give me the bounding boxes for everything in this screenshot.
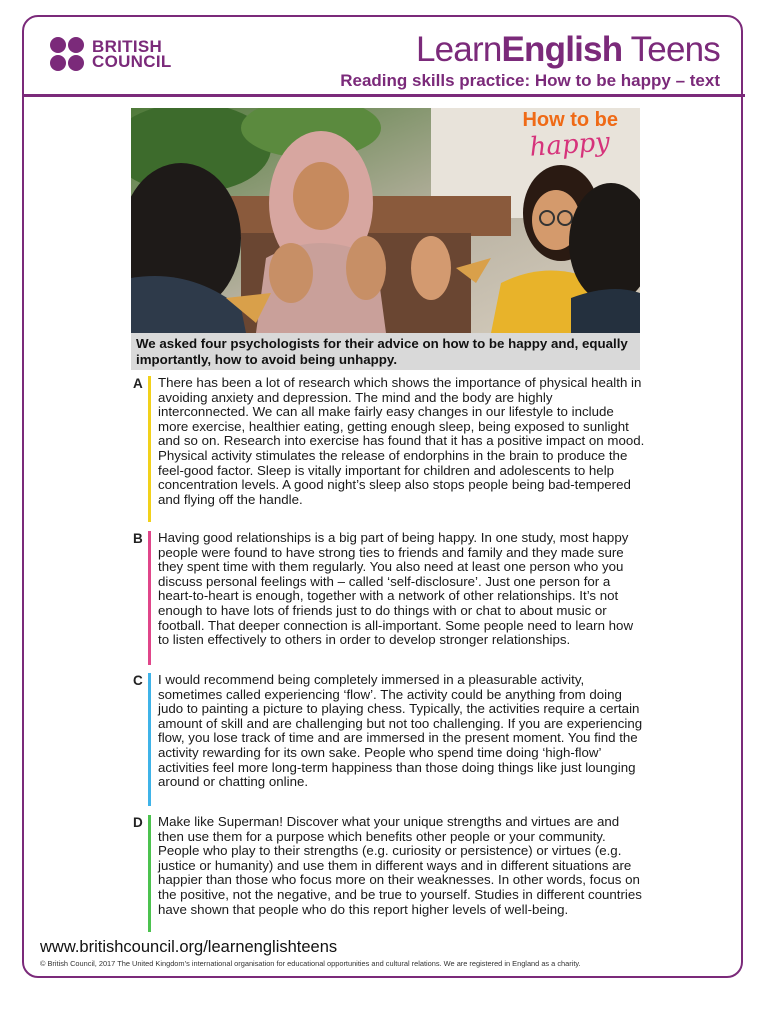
section-text: I would recommend being completely immersed in a pleasurable activity, sometimes called experiencing ‘flow’. The activity could be anything from doing judo to painting a picture to playing chess. Typically, the activities require a certain amount of skill and are challenging but not too challenging. If you are experiencing flow, you lose track of time and are immersed in the present moment. You find the activity rewarding for its own sake. People who spend time doing ‘high-flow’ activities feel more long-term happiness than those doing things like just lounging around or chatting online. bbox=[158, 672, 643, 790]
brand-line-2: COUNCIL bbox=[92, 52, 172, 71]
header-divider bbox=[22, 94, 745, 97]
intro-caption: We asked four psychologists for their advice on how to be happy and, equally importantly, how to avoid being unhappy. bbox=[131, 333, 640, 370]
section-color-bar bbox=[148, 815, 151, 932]
section-letter: B bbox=[133, 531, 143, 546]
hero-title bbox=[522, 109, 618, 163]
section-color-bar bbox=[148, 673, 151, 806]
learnenglish-teens-logo bbox=[416, 30, 720, 70]
hero-title-line-2: happy bbox=[529, 127, 612, 163]
section-letter: D bbox=[133, 815, 143, 830]
british-council-logo bbox=[50, 37, 172, 71]
hero-title-line-1: How to be bbox=[522, 109, 618, 131]
footer-url-link[interactable]: www.britishcouncil.org/learnenglishteens bbox=[40, 938, 338, 956]
british-council-wordmark bbox=[92, 39, 172, 69]
section-c bbox=[131, 673, 643, 806]
hero-photo bbox=[131, 108, 640, 333]
brand-line-1: BRITISH bbox=[92, 37, 163, 56]
logo-english: English bbox=[501, 30, 623, 69]
section-letter: C bbox=[133, 673, 143, 688]
section-text: Having good relationships is a big part of being happy. In one study, most happy people were found to have strong ties to friends and family and they made sure they spent time with them regularly. You also need at least one person who you discuss personal feelings with – called ‘self-disclosure’. Just one person for a heart-to-heart is enough, together with a network of other relationships. It’s not enough to have lots of friends just to do things with or chat to about music or football. That deeper connection is all-important. Some people need to learn how to listen effectively to others in order to develop stronger relationships. bbox=[158, 530, 634, 648]
logo-learn: Learn bbox=[415, 30, 502, 69]
footer-copyright: © British Council, 2017 The United Kingdom’s international organisation for educational opportunities and cultural relations. We are registered in England as a charity. bbox=[40, 959, 581, 968]
section-text: Make like Superman! Discover what your unique strengths and virtues are and then use them for a purpose which benefits other people or your community. People who play to their strengths (e.g. curiosity or persistence) or virtues (e.g. justice or humanity) and use them in different ways and in different situations are happier than those who focus more on their weaknesses. In other words, focus on the positive, not the negative, and be true to yourself. Studies in different countries have shown that people who do this report higher levels of well-being. bbox=[158, 814, 642, 917]
section-a bbox=[131, 376, 643, 522]
page-title: Reading skills practice: How to be happy – text bbox=[340, 71, 720, 90]
section-color-bar bbox=[148, 376, 151, 522]
section-letter: A bbox=[133, 376, 143, 391]
section-d bbox=[131, 815, 643, 932]
logo-teens: Teens bbox=[630, 30, 720, 69]
british-council-dots-icon bbox=[50, 37, 86, 71]
section-text: There has been a lot of research which shows the importance of physical health in avoiding anxiety and depression. The mind and the body are highly interconnected. We can all make fairly easy changes in our lifestyle to include more exercise, healthier eating, getting enough sleep, being exposed to sunlight and so on. Research into exercise has found that it has a positive impact on mood. Physical activity stimulates the release of endorphins in the brain to produce the feel-good factor. Sleep is vitally important for children and adolescents to help concentration levels. A good night’s sleep also stops people being bad-tempered and flying off the handle. bbox=[158, 375, 645, 507]
section-b bbox=[131, 531, 643, 665]
section-color-bar bbox=[148, 531, 151, 665]
